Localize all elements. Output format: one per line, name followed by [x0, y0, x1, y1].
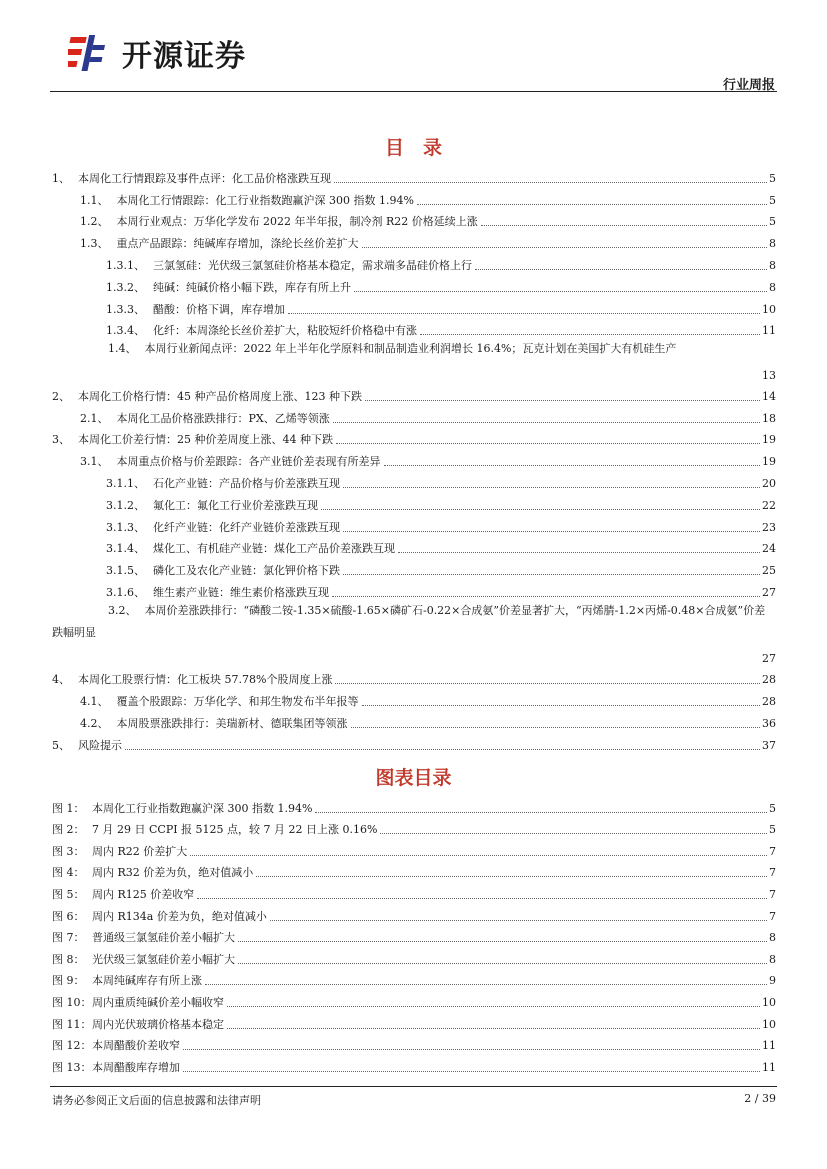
toc-entry-label	[106, 521, 340, 535]
toc-entry-number: 3.1.3、	[106, 520, 145, 534]
toc-entry-label	[80, 412, 330, 426]
figure-entry[interactable]	[52, 1053, 776, 1075]
table-of-contents	[52, 164, 776, 753]
figure-entry-label	[52, 1039, 180, 1053]
figure-number: 图 2：	[52, 823, 85, 837]
figure-leader-dots	[197, 897, 767, 899]
figure-entry-label	[52, 823, 377, 837]
toc-entry-text: 本周重点价格与价差跟踪：各产业链价差表现有所差异	[116, 455, 381, 469]
figure-leader-dots	[227, 1027, 760, 1029]
figure-entry[interactable]	[52, 902, 776, 924]
toc-entry-number: 3.1、	[80, 455, 109, 469]
figure-entry[interactable]	[52, 1032, 776, 1054]
figure-number: 图 3：	[52, 844, 85, 858]
toc-leader-dots	[384, 464, 761, 466]
toc-entry-number: 1.3.3、	[106, 302, 145, 316]
figure-page: 7	[769, 887, 776, 901]
toc-entry-number: 3.1.5、	[106, 564, 145, 578]
figure-entry-label	[52, 1061, 180, 1075]
toc-entry-number: 4.2、	[80, 716, 109, 730]
toc-entry-page: 5	[769, 193, 776, 207]
toc-entry-label	[80, 717, 348, 731]
toc-entry[interactable]	[52, 469, 776, 491]
figure-leader-dots	[270, 919, 767, 921]
toc-entry-text: 风险提示	[78, 738, 122, 752]
toc-entry[interactable]	[52, 426, 776, 448]
toc-entry-label	[52, 338, 776, 360]
toc-entry-number: 2.1、	[80, 411, 109, 425]
toc-entry-label	[52, 433, 333, 447]
report-type-label: 行业周报	[722, 78, 775, 93]
figure-page: 8	[769, 952, 776, 966]
figure-number: 图 9：	[52, 974, 85, 988]
figure-caption: 本周醋酸库存增加	[92, 1060, 180, 1074]
figure-entry[interactable]	[52, 859, 776, 881]
figure-entry-label	[52, 974, 202, 988]
page-number: 2 / 39	[744, 1092, 776, 1105]
toc-leader-dots	[475, 268, 767, 270]
page-footer	[52, 1092, 776, 1108]
toc-entry[interactable]	[52, 447, 776, 469]
toc-leader-dots	[362, 246, 768, 248]
toc-entry[interactable]	[52, 513, 776, 535]
figure-entry[interactable]	[52, 945, 776, 967]
toc-entry-number: 1.3、	[80, 237, 109, 251]
toc-entry-page: 19	[762, 433, 776, 447]
toc-entry-label	[106, 324, 417, 338]
figure-entry[interactable]	[52, 880, 776, 902]
toc-entry-page: 19	[762, 455, 776, 469]
figure-leader-dots	[183, 1070, 760, 1072]
toc-entry-text: 纯碱：纯碱价格小幅下跌，库存有所上升	[153, 280, 351, 294]
toc-entry-number: 3.2、	[108, 603, 137, 617]
figure-page: 7	[769, 844, 776, 858]
toc-entry-page: 5	[769, 215, 776, 229]
figure-page: 11	[762, 1060, 776, 1074]
toc-entry-page: 23	[762, 520, 776, 534]
toc-entry-number: 3.1.2、	[106, 498, 145, 512]
figure-caption: 光伏级三氯氢硅价差小幅扩大	[92, 952, 235, 966]
toc-entry-label	[106, 477, 340, 491]
toc-entry-text: 重点产品跟踪：纯碱库存增加，涤纶长丝价差扩大	[116, 237, 359, 251]
toc-leader-dots	[336, 442, 760, 444]
figure-caption: 周内 R22 价差扩大	[92, 844, 188, 858]
toc-entry-page: 28	[762, 673, 776, 687]
toc-entry[interactable]	[52, 273, 776, 295]
figure-entry-label	[52, 845, 187, 859]
toc-entry-page: 8	[769, 258, 776, 272]
toc-leader-dots	[335, 682, 760, 684]
toc-entry-page: 36	[762, 716, 776, 730]
toc-entry-page: 5	[769, 171, 776, 185]
figure-number: 图 1：	[52, 801, 85, 815]
toc-entry-text: 本周股票涨跌排行：美瑞新材、德联集团等领涨	[116, 716, 348, 730]
figure-page: 5	[769, 823, 776, 837]
toc-leader-dots	[332, 595, 760, 597]
toc-entry-page: 22	[762, 498, 776, 512]
brand-logo-icon	[68, 31, 112, 75]
toc-entry-label	[106, 586, 329, 600]
brand-name: 开源证券	[122, 39, 246, 74]
figure-caption: 周内 R125 价差收窄	[92, 887, 195, 901]
figure-entry-label	[52, 802, 312, 816]
figure-number: 图 13：	[52, 1060, 92, 1074]
figure-number: 图 8：	[52, 952, 85, 966]
figure-caption: 本周化工行业指数跑赢沪深 300 指数 1.94%	[92, 801, 313, 815]
page-header	[50, 18, 777, 93]
toc-entry-label	[106, 281, 351, 295]
toc-entry-label	[80, 237, 359, 251]
toc-entry-text: 化纤：本周涤纶长丝价差扩大，粘胶短纤价格稳中有涨	[153, 324, 417, 338]
toc-entry-text: 石化产业链：产品价格与价差涨跌互现	[153, 476, 340, 490]
toc-entry-label	[52, 739, 122, 753]
toc-entry-page: 14	[762, 389, 776, 403]
toc-entry[interactable]	[52, 731, 776, 753]
figure-leader-dots	[183, 1048, 760, 1050]
toc-entry-number: 3、	[52, 433, 70, 447]
toc-entry-number: 3.1.1、	[106, 476, 145, 490]
toc-entry-text: 本周化工股票行情：化工板块 57.78%个股周度上涨	[78, 673, 333, 687]
toc-entry-page: 20	[762, 476, 776, 490]
figure-leader-dots	[205, 983, 767, 985]
toc-entry-number: 5、	[52, 738, 70, 752]
toc-entry-page: 18	[762, 411, 776, 425]
figure-leader-dots	[380, 832, 767, 834]
toc-entry-page: 10	[762, 302, 776, 316]
toc-entry[interactable]	[52, 665, 776, 687]
figure-caption: 周内光伏玻璃价格基本稳定	[92, 1017, 224, 1031]
toc-leader-dots	[343, 573, 760, 575]
figure-caption: 本周纯碱库存有所上涨	[92, 974, 202, 988]
figure-page: 7	[769, 909, 776, 923]
toc-entry-label	[52, 600, 776, 644]
toc-entry-label	[52, 172, 331, 186]
figure-page: 9	[769, 974, 776, 988]
toc-entry-label	[80, 695, 359, 709]
toc-entry[interactable]	[52, 491, 776, 513]
toc-entry-label	[106, 564, 340, 578]
figure-leader-dots	[315, 811, 767, 813]
toc-entry-number: 1.4、	[108, 342, 137, 356]
toc-entry-label	[106, 303, 285, 317]
toc-entry-text: 本周化工价差行情：25 种价差周度上涨、44 种下跌	[78, 433, 333, 447]
toc-entry-number: 1.2、	[80, 215, 109, 229]
figure-page: 11	[762, 1039, 776, 1053]
figure-caption: 周内 R134a 价差为负，绝对值减小	[92, 909, 267, 923]
toc-entry[interactable]	[52, 535, 776, 557]
footer-disclaimer: 请务必参阅正文后面的信息披露和法律声明	[52, 1094, 261, 1107]
figure-entry[interactable]	[52, 988, 776, 1010]
toc-leader-dots	[334, 181, 767, 183]
toc-entry-number: 3.1.4、	[106, 542, 145, 556]
figure-caption: 周内 R32 价差为负，绝对值减小	[92, 866, 254, 880]
toc-leader-dots	[362, 704, 761, 706]
toc-entry[interactable]	[52, 164, 776, 186]
toc-entry-number: 4.1、	[80, 694, 109, 708]
toc-entry[interactable]	[52, 295, 776, 317]
figure-page: 5	[769, 801, 776, 815]
toc-leader-dots	[420, 333, 760, 335]
toc-entry-text: 醋酸：价格下调，库存增加	[153, 302, 285, 316]
toc-leader-dots	[481, 224, 767, 226]
figure-entry-label	[52, 1018, 224, 1032]
figure-entry-label	[52, 888, 194, 902]
toc-entry-page: 28	[762, 694, 776, 708]
toc-entry-page: 27	[762, 585, 776, 599]
toc-entry[interactable]	[52, 687, 776, 709]
toc-entry-label	[80, 455, 381, 469]
toc-entry-label	[106, 259, 472, 273]
figure-entry-label	[52, 910, 267, 924]
figure-number: 图 4：	[52, 866, 85, 880]
figure-page: 10	[762, 995, 776, 1009]
figure-leader-dots	[190, 854, 767, 856]
toc-entry-page: 8	[769, 280, 776, 294]
toc-entry[interactable]	[52, 600, 776, 644]
figure-entry[interactable]	[52, 924, 776, 946]
toc-entry-label	[52, 390, 362, 404]
toc-entry-text: 本周化工行情跟踪：化工行业指数跑赢沪深 300 指数 1.94%	[116, 193, 414, 207]
figure-entry-label	[52, 931, 235, 945]
toc-entry[interactable]	[52, 404, 776, 426]
toc-leader-dots	[354, 290, 767, 292]
figure-entry-label	[52, 866, 253, 880]
toc-entry-text: 氟化工：氟化工行业价差涨跌互现	[153, 498, 318, 512]
toc-entry-label	[80, 194, 414, 208]
toc-leader-dots	[351, 726, 761, 728]
toc-entry-number: 1.3.2、	[106, 280, 145, 294]
figure-leader-dots	[238, 940, 767, 942]
toc-entry-page: 27	[762, 652, 776, 666]
toc-leader-dots	[333, 421, 760, 423]
toc-entry[interactable]	[52, 556, 776, 578]
toc-entry-number: 1、	[52, 171, 70, 185]
figure-leader-dots	[256, 875, 767, 877]
figure-list-title: 图表目录	[375, 767, 452, 789]
figure-caption: 周内重质纯碱价差小幅收窄	[92, 995, 224, 1009]
toc-entry-text: 磷化工及农化产业链：氯化钾价格下跌	[153, 564, 340, 578]
toc-leader-dots	[343, 530, 760, 532]
figure-number: 图 12：	[52, 1039, 92, 1053]
toc-entry[interactable]	[52, 186, 776, 208]
toc-entry-page: 24	[762, 542, 776, 556]
toc-entry-text: 本周行业新闻点评：2022 年上半年化学原料和制品制造业利润增长 16.4%；瓦克计划在美国扩大有机硅生产	[144, 342, 677, 356]
toc-entry-number: 4、	[52, 673, 70, 687]
toc-leader-dots	[288, 312, 760, 314]
toc-title: 目 录	[384, 137, 442, 159]
toc-entry-number: 1.3.1、	[106, 258, 145, 272]
figure-page: 7	[769, 866, 776, 880]
figure-entry-label	[52, 996, 224, 1010]
toc-leader-dots	[417, 203, 767, 205]
toc-entry-text: 维生素产业链：维生素价格涨跌互现	[153, 585, 329, 599]
toc-entry[interactable]	[52, 578, 776, 600]
toc-entry[interactable]	[52, 382, 776, 404]
toc-entry-page: 25	[762, 564, 776, 578]
figure-entry[interactable]	[52, 967, 776, 989]
figure-page: 8	[769, 931, 776, 945]
toc-entry-page: 11	[762, 324, 776, 338]
toc-entry-page: 13	[762, 368, 776, 382]
toc-entry-text: 覆盖个股跟踪：万华化学、和邦生物发布半年报等	[116, 694, 359, 708]
toc-entry-text: 本周行业观点：万华化学发布 2022 年半年报，制冷剂 R22 价格延续上涨	[116, 215, 478, 229]
brand-logo	[68, 28, 246, 78]
toc-entry[interactable]	[52, 251, 776, 273]
toc-entry-text: 本周化工品价格涨跌排行：PX、乙烯等领涨	[116, 411, 330, 425]
figure-caption: 普通级三氯氢硅价差小幅扩大	[92, 931, 235, 945]
figure-leader-dots	[238, 962, 767, 964]
toc-entry-page: 8	[769, 237, 776, 251]
figure-caption: 7 月 29 日 CCPI 报 5125 点，较 7 月 22 日上涨 0.16%	[92, 823, 378, 837]
toc-entry[interactable]	[52, 208, 776, 230]
figure-number: 图 5：	[52, 887, 85, 901]
toc-entry-number: 1.3.4、	[106, 324, 145, 338]
toc-entry[interactable]	[52, 338, 776, 360]
toc-leader-dots	[321, 508, 760, 510]
toc-entry-label	[106, 542, 395, 556]
toc-entry[interactable]	[52, 709, 776, 731]
toc-entry-label	[106, 499, 318, 513]
figure-entry[interactable]	[52, 794, 776, 816]
figure-entry[interactable]	[52, 816, 776, 838]
toc-entry[interactable]	[52, 317, 776, 339]
toc-entry-label	[52, 673, 332, 687]
figure-number: 图 10：	[52, 995, 92, 1009]
figure-caption: 本周醋酸价差收窄	[92, 1039, 180, 1053]
toc-leader-dots	[125, 748, 760, 750]
toc-entry-page: 37	[762, 738, 776, 752]
toc-entry-text: 本周化工价格行情：45 种产品价格周度上涨、123 种下跌	[78, 389, 362, 403]
figure-entry[interactable]	[52, 837, 776, 859]
toc-entry-number: 3.1.6、	[106, 585, 145, 599]
toc-entry-text: 煤化工、有机硅产业链：煤化工产品价差涨跌互现	[153, 542, 395, 556]
figure-number: 图 11：	[52, 1017, 92, 1031]
toc-entry-number: 2、	[52, 389, 70, 403]
footer-divider	[50, 1086, 777, 1087]
toc-leader-dots	[343, 486, 760, 488]
toc-entry[interactable]	[52, 229, 776, 251]
figure-number: 图 6：	[52, 909, 85, 923]
toc-entry-label	[80, 215, 478, 229]
figure-entry[interactable]	[52, 1010, 776, 1032]
toc-entry-number: 1.1、	[80, 193, 109, 207]
toc-entry-text: 化纤产业链：化纤产业链价差涨跌互现	[153, 520, 340, 534]
toc-entry-text: 本周化工行情跟踪及事件点评：化工品价格涨跌互现	[78, 171, 331, 185]
figure-number: 图 7：	[52, 931, 85, 945]
header-divider	[50, 91, 777, 92]
toc-entry-text: 三氯氢硅：光伏级三氯氢硅价格基本稳定，需求端多晶硅价格上行	[153, 258, 472, 272]
toc-entry-text: 本周价差涨跌排行：“磷酸二铵-1.35×硫酸-1.65×磷矿石-0.22×合成氨”价差显著扩大，“丙烯腈-1.2×丙烯-0.48×合成氨”价差跌幅明显	[52, 603, 766, 639]
toc-leader-dots	[398, 551, 760, 553]
figure-page: 10	[762, 1017, 776, 1031]
toc-leader-dots	[365, 399, 760, 401]
figure-leader-dots	[227, 1005, 760, 1007]
figure-entry-label	[52, 953, 235, 967]
figure-list	[52, 794, 776, 1075]
